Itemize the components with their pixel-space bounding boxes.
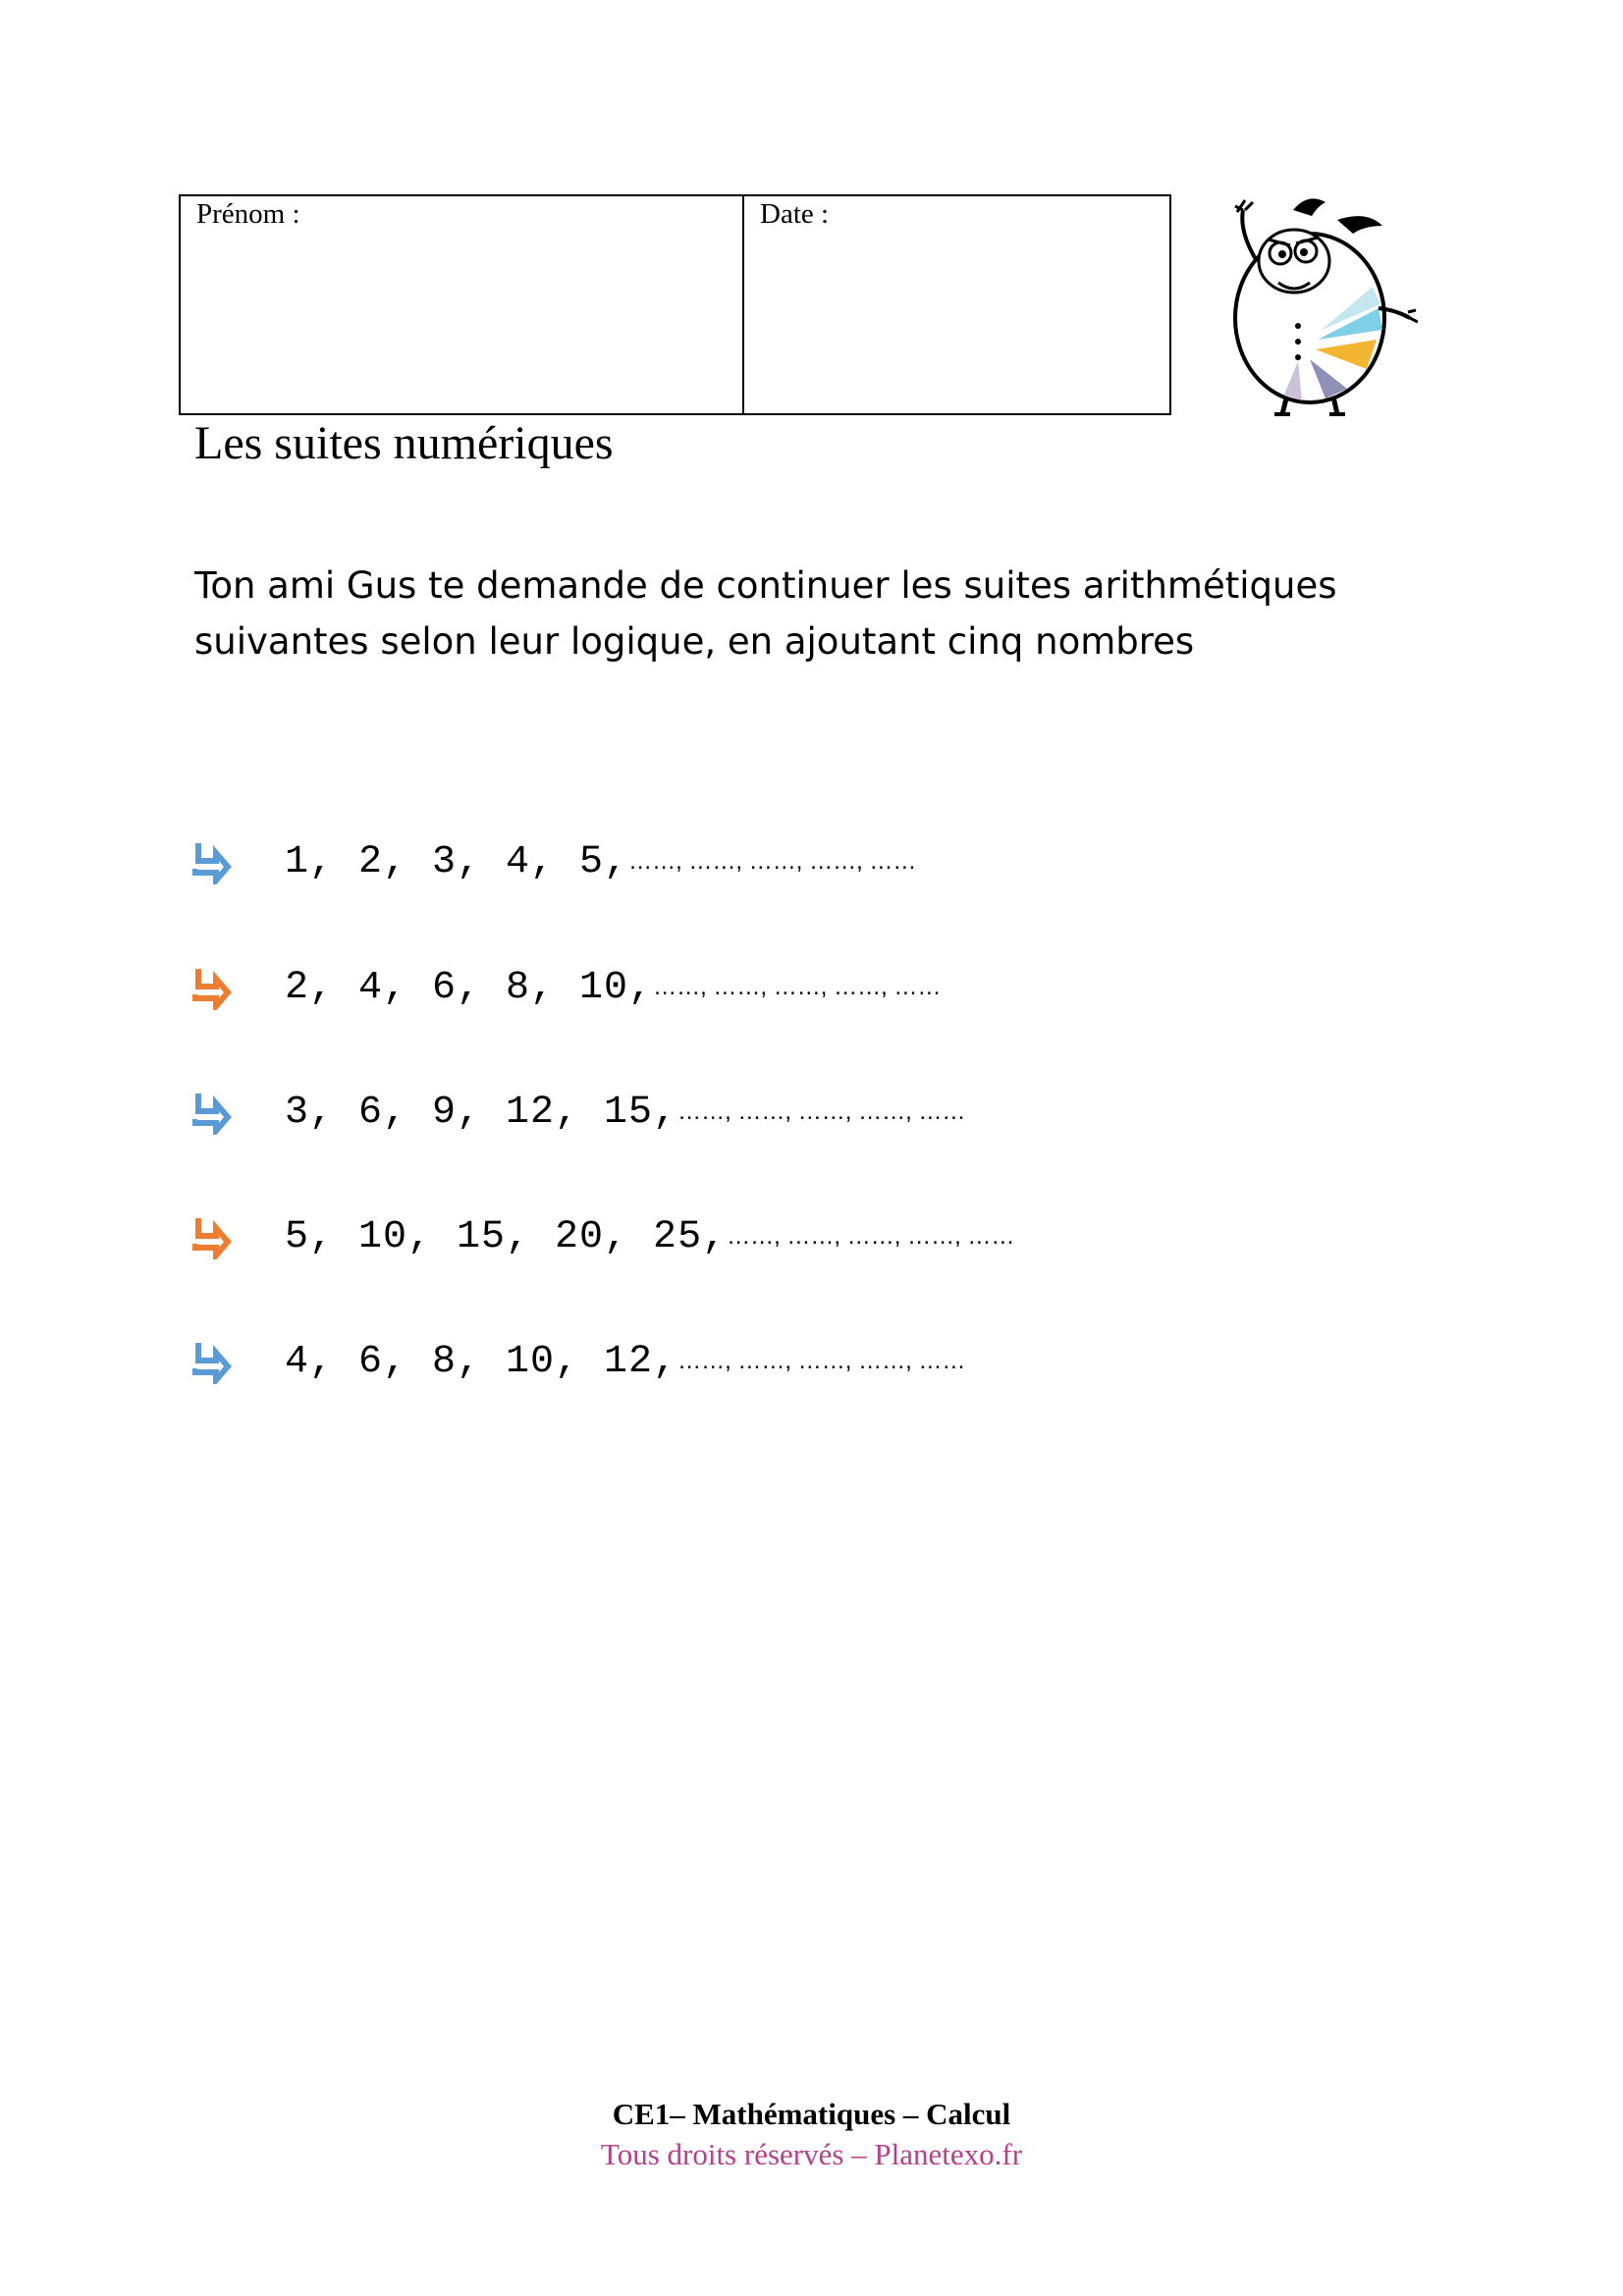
sequence-blanks[interactable]: ……, ……, ……, ……, …… [653,974,942,1000]
sequence-row-2 [192,958,941,1017]
footer-copyright: Tous droits réservés – Planetexo.fr [600,2137,1023,2171]
arrow-bullet-icon [192,1214,234,1259]
sequence-numbers: 3, 6, 9, 12, 15, [285,1090,678,1135]
instruction-text: Ton ami Gus te demande de continuer les suites arithmétiques suivantes selon leur logique, en ajoutant cinq nombres [194,564,1337,663]
sequence-row-3 [192,1083,965,1142]
first-name-field[interactable] [181,196,744,413]
sequence-numbers: 5, 10, 15, 20, 25, [285,1214,728,1259]
mascot-sheep-illustration [1200,192,1418,418]
date-label: Date : [760,198,830,230]
date-field[interactable] [744,196,1169,413]
sequence-numbers: 2, 4, 6, 8, 10, [285,965,654,1010]
sequence-row-4 [192,1207,1014,1266]
first-name-label: Prénom : [196,198,300,230]
sequence-row-1 [192,832,916,891]
sequence-numbers: 1, 2, 3, 4, 5, [285,839,629,884]
header-table [179,194,1171,415]
arrow-bullet-icon [192,1090,234,1135]
sequence-blanks[interactable]: ……, ……, ……, ……, …… [727,1223,1015,1250]
sequence-row-5 [192,1332,965,1391]
sequence-blanks[interactable]: ……, ……, ……, ……, …… [677,1098,966,1125]
arrow-bullet-icon [192,839,234,884]
footer-subject: CE1– Mathématiques – Calcul [612,2097,1011,2131]
sequence-numbers: 4, 6, 8, 10, 12, [285,1339,678,1384]
arrow-bullet-icon [192,1339,234,1384]
arrow-bullet-icon [192,965,234,1010]
sequence-blanks[interactable]: ……, ……, ……, ……, …… [677,1348,966,1374]
sequence-blanks[interactable]: ……, ……, ……, ……, …… [628,848,917,875]
page-title: Les suites numériques [194,417,614,469]
